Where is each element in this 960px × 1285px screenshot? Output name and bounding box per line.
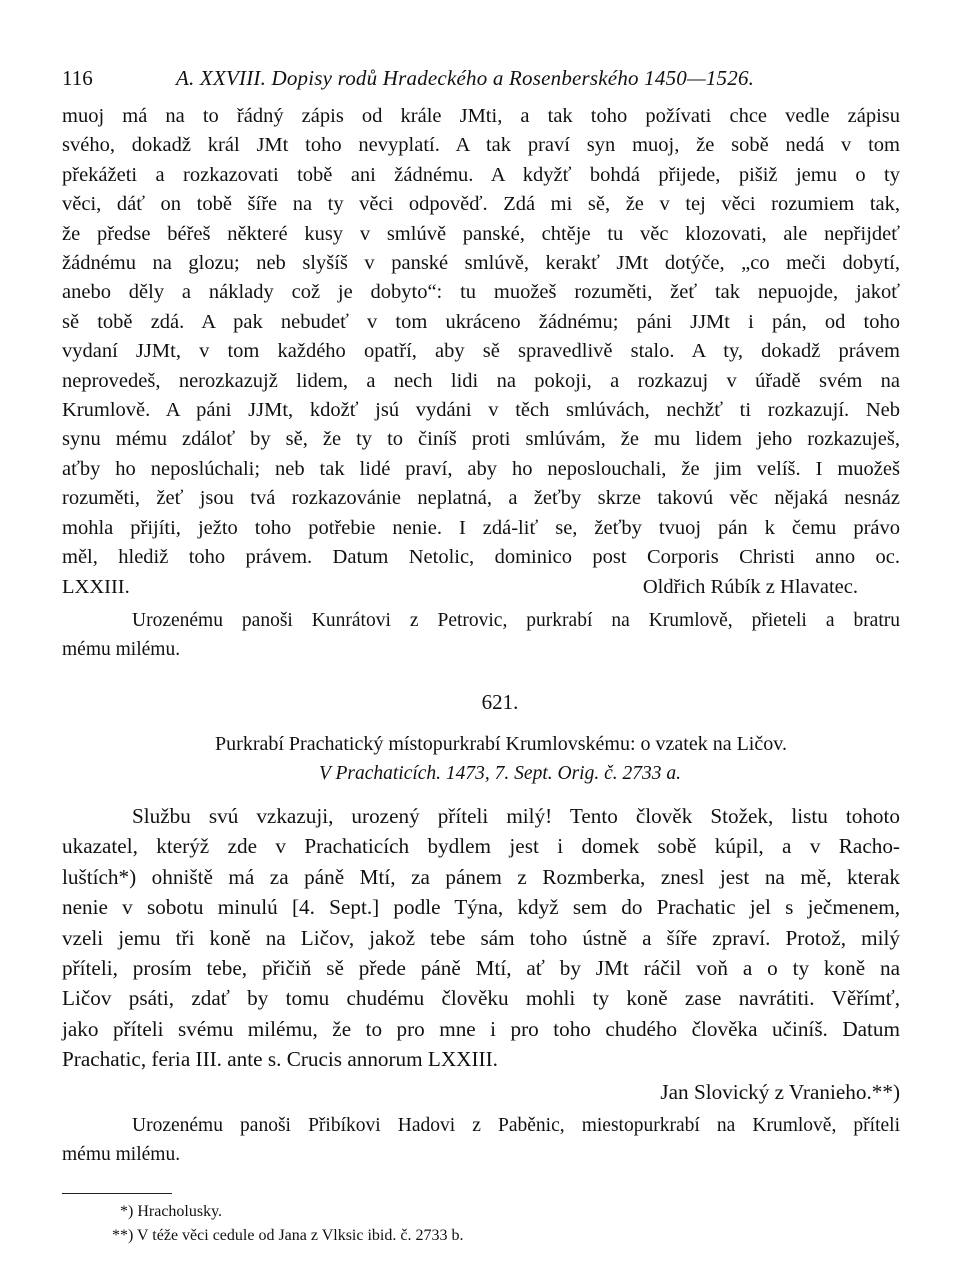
footnote-1: *) Hracholusky. <box>120 1202 223 1220</box>
page-number: 116 <box>62 66 93 90</box>
address-line: mému milému. <box>62 1143 181 1165</box>
text-line: mohla přijíti, ježto toho potřebie nenie. I zdá-liť se, žeťby tvuoj pán k čemu právo <box>62 516 900 539</box>
text-line: aťby ho neposlúchali; neb tak lidé praví, aby ho neposlouchali, že jim velíš. I muožeš <box>62 457 900 480</box>
address-line: Urozenému panoši Přibíkovi Hadovi z Paběnic, miestopurkrabí na Krumlově, příteli <box>132 1114 900 1136</box>
text-line: anebo děly a náklady což je dobyto“: tu muožeš rozuměti, žeť tak nepuojde, jakoť <box>62 281 900 304</box>
running-head <box>62 58 900 102</box>
text-line: Krumlově. A páni JJMt, kdožť jsú vydáni v těch smlúvách, nechžť ti rozkazují. Neb <box>62 399 900 422</box>
address-line: mému milému. <box>62 638 181 660</box>
document-number: 621. <box>481 689 519 714</box>
address-pribik <box>62 1111 900 1169</box>
text-line: měl, hlediž toho právem. Datum Netolic, dominico post Corporis Christi anno oc. <box>62 546 900 569</box>
text-line: sě tobě zdá. A pak nebudeť v tom ukráceno žádnému; páni JJMt i pán, od toho <box>62 310 900 333</box>
footnote-rule <box>62 1193 172 1194</box>
closing-line <box>62 573 900 602</box>
document-source: V Prachaticích. 1473, 7. Sept. Orig. č. 2733 a. <box>319 762 681 784</box>
footnotes <box>62 1200 900 1248</box>
text-line: synu mému zdáloť by sě, že ty to činíš proti smlúvám, že mu lidem jeho rozkazuješ, <box>62 428 900 451</box>
text-line: nenie v sobotu minulú [4. Sept.] podle Týna, když sem do Prachatic jel s ječmenem, <box>62 895 900 920</box>
text-line: neprovedeš, nerozkazujž lidem, a nech lidi na pokoji, a rozkazuj v úřadě svém na <box>62 369 900 392</box>
text-line: jako příteli svému milému, že to pro mne i pro toho chudého člověka učiníš. Datum <box>62 1016 900 1041</box>
text-line: překážeti a rozkazovati tobě ani žádnému. A kdyžť bohdá přijede, pišiž jemu o ty <box>62 163 900 186</box>
signature-slovicky: Jan Slovický z Vranieho.**) <box>660 1079 900 1104</box>
text-line: žádnému na glozu; neb slyšíš v panské smlúvě, kerakť JMt dotýče, „co meči dobytí, <box>62 252 900 275</box>
letter-body <box>62 801 900 1075</box>
document-page <box>62 58 900 1248</box>
signature-rubik: Oldřich Rúbík z Hlavatec. <box>642 575 858 598</box>
text-line: věci, dáť on tobě šíře na ty věci odpověď. Zdá mi sě, že v tej věci rozumiem tak, <box>62 193 900 216</box>
closing-date: LXXIII. <box>62 575 130 598</box>
text-line: že předse béřeš některé kusy v smlúvě panské, chtěje tu věc klozovati, ale nepřijdeť <box>62 222 900 245</box>
running-title: A. XXVIII. Dopisy rodů Hradeckého a Rosenberského 1450—1526. <box>176 66 755 90</box>
text-line: vzeli jemu tři koně na Ličov, jakož tebe sám toho ústně a šíře zpraví. Protož, milý <box>62 925 900 950</box>
document-regest: Purkrabí Prachatický místopurkrabí Krumlovskému: o vzatek na Ličov. <box>215 732 787 755</box>
continued-letter <box>62 102 900 573</box>
address-kunrat <box>62 606 900 664</box>
text-line: Službu svú vzkazuji, urozený příteli milý! Tento člověk Stožek, listu tohoto <box>132 803 900 828</box>
text-line: svého, dokadž král JMt toho nevyplatí. A tak praví syn muoj, že sobě nedá v tom <box>62 134 900 157</box>
text-line: Ličov psáti, zdať by tomu chudému člověku mohli ty koně zase navrátiti. Věřímť, <box>62 986 900 1011</box>
text-line: muoj má na to řádný zápis od krále JMti, a tak toho požívati chce vedle zápisu <box>62 105 900 127</box>
footnote-2: **) V téže věci cedule od Jana z Vlksic ibid. č. 2733 b. <box>112 1226 464 1244</box>
text-line: vydaní JJMt, v tom každého opatří, aby sě spravedlivě stalo. A ty, dokadž právem <box>62 340 900 363</box>
text-line: příteli, prosím tebe, přičiň sě přede páně Mtí, ať by JMt ráčil voň a o ty koně na <box>62 955 900 980</box>
text-line: rozuměti, žeť jsou tvá rozkazovánie neplatná, a žeťby skrze takovú věc nějaká nesnáz <box>62 487 900 510</box>
text-line: ukazatel, kterýž zde v Prachaticích bydlem jest i domek sobě kúpil, a v Racho- <box>62 834 900 859</box>
text-line: luštích*) ohniště má za páně Mtí, za pánem z Rozmberka, znesl jest na mě, kterak <box>62 864 900 889</box>
address-line: Urozenému panoši Kunrátovi z Petrovic, purkrabí na Krumlově, přieteli a bratru <box>132 609 900 631</box>
text-line: Prachatic, feria III. ante s. Crucis annorum LXXIII. <box>62 1047 498 1072</box>
